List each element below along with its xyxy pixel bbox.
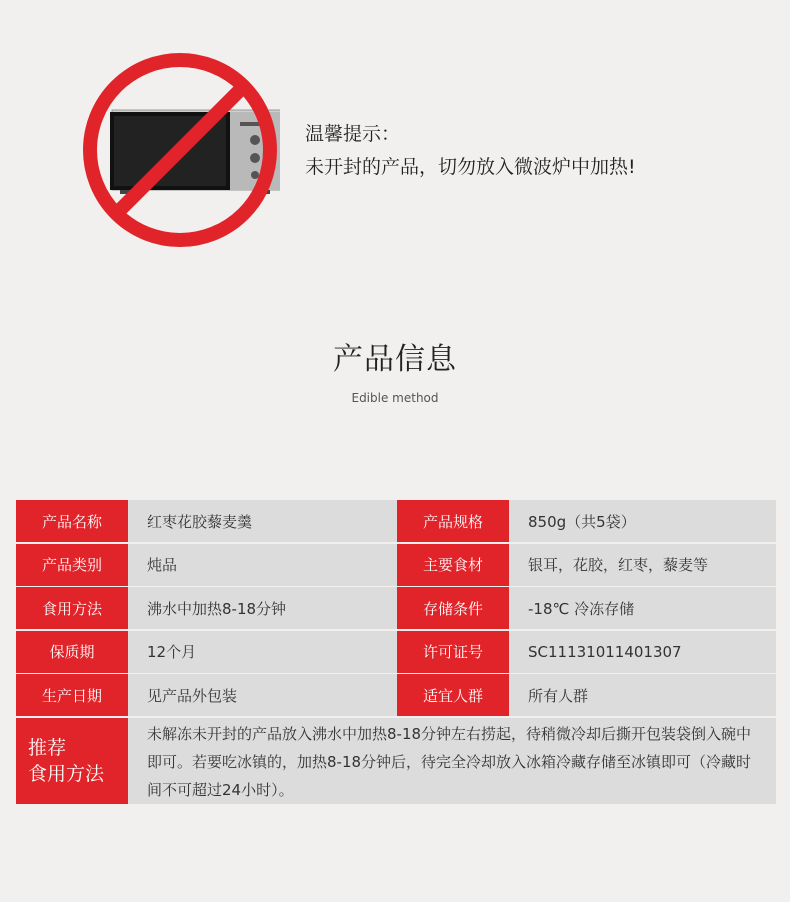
recommend-text: 未解冻未开封的产品放入沸水中加热8-18分钟左右捞起，待稍微冷却后撕开包装袋倒入碗中即可。若要吃冰镇的，加热8-18分钟后，待完全冷却放入冰箱冷藏存储至冰镇即可（冷藏时间不可超过24小时）。 — [128, 718, 776, 804]
table-row — [16, 587, 776, 629]
table-row — [16, 631, 776, 673]
recommend-label-line1: 推荐 — [28, 736, 67, 759]
field-value: SC11131011401307 — [509, 631, 776, 673]
field-label: 许可证号 — [397, 631, 509, 673]
field-label: 产品类别 — [16, 544, 128, 586]
no-microwave-icon — [80, 50, 280, 250]
field-value: 850g（共5袋） — [509, 500, 776, 542]
warning-message: 未开封的产品，切勿放入微波炉中加热! — [305, 156, 636, 178]
warning-notice — [305, 118, 636, 184]
field-label: 生产日期 — [16, 674, 128, 716]
recommend-label-line2: 食用方法 — [28, 762, 105, 785]
table-row — [16, 674, 776, 716]
section-title: 产品信息 — [333, 342, 457, 377]
field-value: 红枣花胶藜麦羹 — [128, 500, 397, 542]
field-label: 适宜人群 — [397, 674, 509, 716]
field-value: 炖品 — [128, 544, 397, 586]
field-value: -18℃ 冷冻存储 — [509, 587, 776, 629]
field-label: 主要食材 — [397, 544, 509, 586]
product-info-table — [16, 500, 776, 805]
recommend-row — [16, 718, 776, 804]
field-label: 产品名称 — [16, 500, 128, 542]
recommend-label — [16, 718, 128, 804]
section-subtitle: Edible method — [351, 391, 439, 405]
field-value: 见产品外包装 — [128, 674, 397, 716]
field-value: 沸水中加热8-18分钟 — [128, 587, 397, 629]
field-value: 银耳，花胶，红枣，藜麦等 — [509, 544, 776, 586]
table-row — [16, 544, 776, 586]
field-label: 存储条件 — [397, 587, 509, 629]
field-value: 所有人群 — [509, 674, 776, 716]
table-row — [16, 500, 776, 542]
warning-title: 温馨提示： — [305, 123, 401, 145]
field-label: 食用方法 — [16, 587, 128, 629]
field-value: 12个月 — [128, 631, 397, 673]
field-label: 保质期 — [16, 631, 128, 673]
field-label: 产品规格 — [397, 500, 509, 542]
